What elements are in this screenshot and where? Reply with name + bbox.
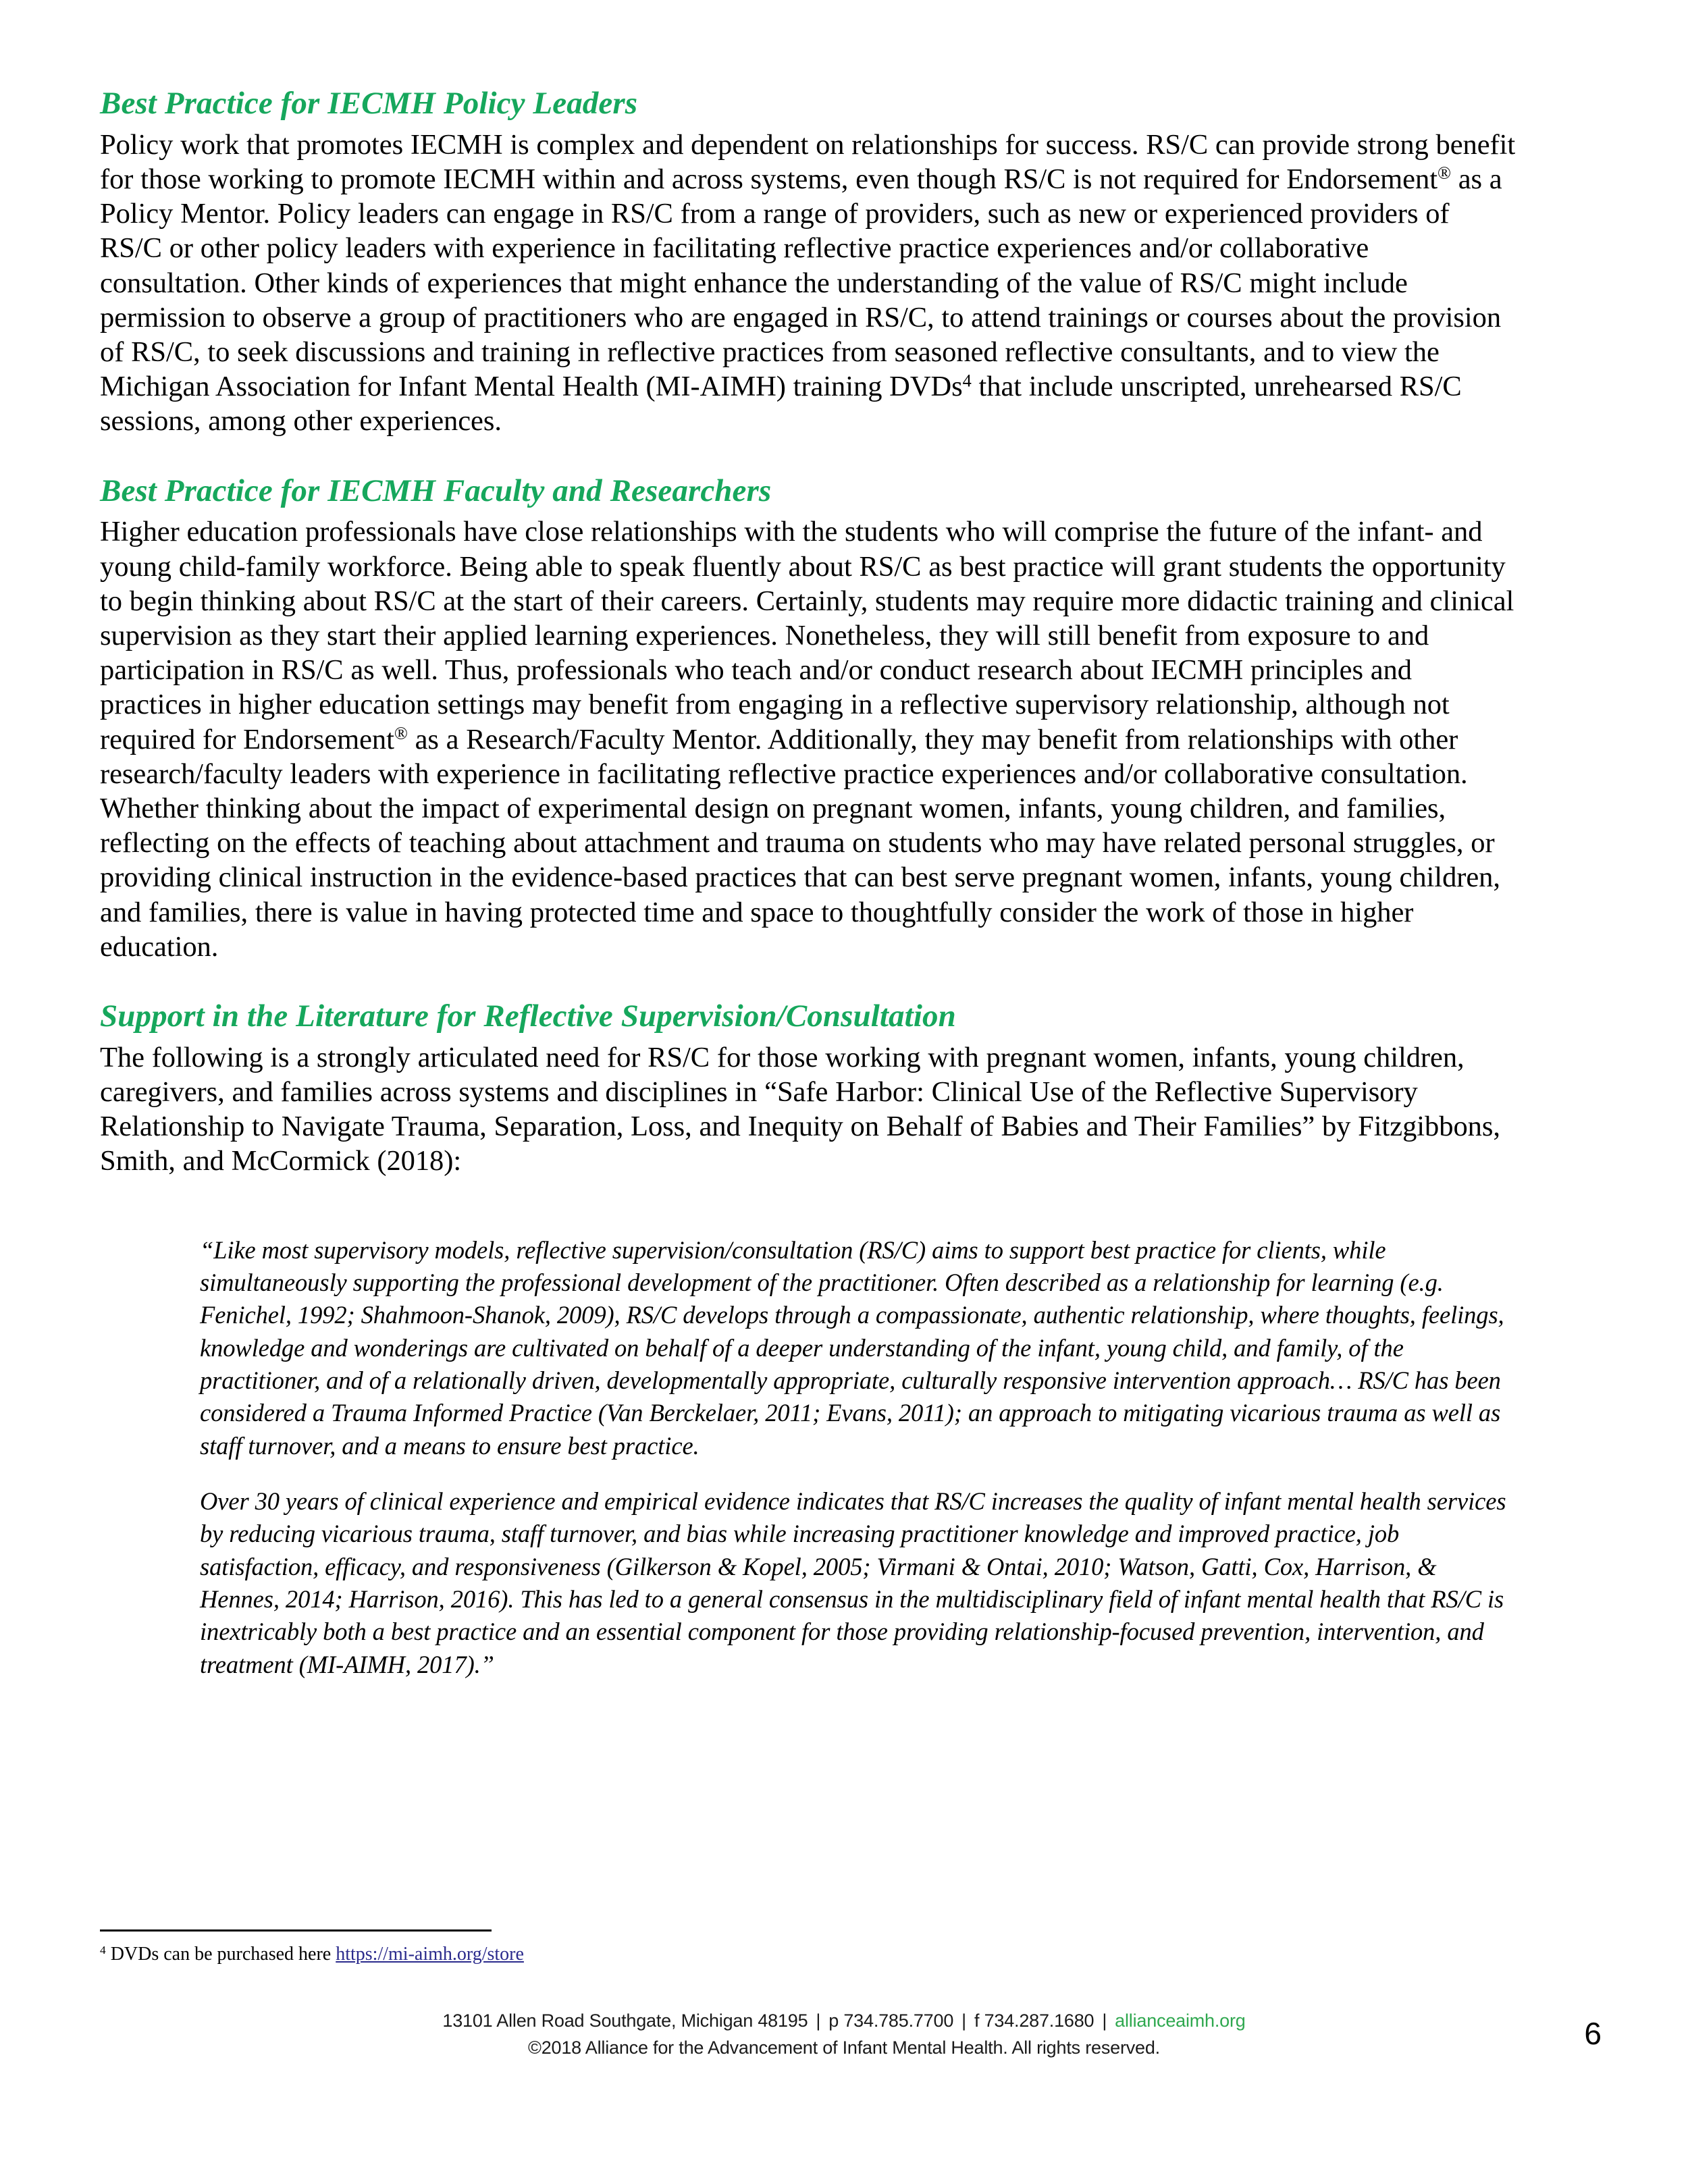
footer-copyright-line: ©2018 Alliance for the Advancement of Infant Mental Health. All rights reserved. [528,2037,1160,2058]
footnote-store-link[interactable]: https://mi-aimh.org/store [336,1944,524,1965]
paragraph-policy-leaders [100,128,1518,439]
footer-contact-line [0,2008,1688,2034]
section-faculty-researchers [100,474,1518,964]
footer-separator-2: | [961,2010,966,2031]
footnote-separator-rule [100,1929,492,1932]
footnote-reference-marker: 4 [962,371,972,391]
paragraph-text-part-2: as a Research/Faculty Mentor. Additionally, they may benefit from relationships with other research/faculty leaders with experience in facilitating reflective practice experiences and/or collaborative consultation. Whether thinking about the impact of experimental design on pregnant women, infants, young children, and families, reflecting on the effects of teaching about attachment and trauma on students who may have related personal struggles, or providing clinical instruction in the evidence-based practices that can best serve pregnant women, infants, young children, and families, there is value in having protected time and space to thoughtfully consider the work of those in higher education. [100,723,1500,963]
section-policy-leaders [100,86,1518,439]
registered-trademark-symbol: ® [1437,163,1451,183]
registered-trademark-symbol: ® [394,723,408,743]
footer-phone: p 734.785.7700 [828,2010,954,2031]
paragraph-text-part-3: that include unscripted, unrehearsed RS/C sessions, among other experiences. [100,371,1462,437]
page-footer [0,2008,1688,2061]
quote-spacer [100,1214,1518,1234]
footer-website-link[interactable]: allianceaimh.org [1115,2010,1246,2031]
footer-separator-3: | [1102,2010,1107,2031]
paragraph-text-part-1: Higher education professionals have close relationships with the students who will comprise the future of the infant- and young child-family workforce. Being able to speak fluently about RS/C as best practice will grant students the opportunity to begin thinking about RS/C at the start of their careers. Certainly, students may require more didactic training and clinical supervision as they start their applied learning experiences. Nonetheless, they will still benefit from exposure to and participation in RS/C as well. Thus, professionals who teach and/or conduct research about IECMH principles and practices in higher education settings may benefit from engaging in a reflective supervisory relationship, although not required for Endorsement [100,516,1514,755]
footer-fax: f 734.287.1680 [974,2010,1094,2031]
quote-paragraph-2: Over 30 years of clinical experience and empirical evidence indicates that RS/C increases the quality of infant mental health services by reducing vicarious trauma, staff turnover, and bias while increasing practitioner knowledge and improved practice, job satisfaction, efficacy, and responsiveness (Gilkerson & Kopel, 2005; Virmani & Ontai, 2010; Watson, Gatti, Cox, Harrison, & Hennes, 2014; Harrison, 2016). This has led to a general consensus in the multidisciplinary field of infant mental health that RS/C is inextricably both a best practice and an essential component for those providing relationship-focused prevention, intervention, and treatment (MI-AIMH, 2017).” [200,1487,1506,1678]
paragraph-faculty-researchers [100,514,1518,964]
block-quote [100,1234,1518,1682]
paragraph-text-part-2: as a Policy Mentor. Policy leaders can engage in RS/C from a range of providers, such as new or experienced providers of RS/C or other policy leaders with experience in facilitating reflective practice experiences and/or collaborative consultation. Other kinds of experiences that might enhance the understanding of the value of RS/C might include permission to observe a group of practitioners who are engaged in RS/C, to attend trainings or courses about the provision of RS/C, to seek discussions and training in reflective practices from seasoned reflective consultants, and to view the Michigan Association for Infant Mental Health (MI-AIMH) training DVDs [100,163,1502,403]
section-literature-support [100,999,1518,1179]
page-number: 6 [1584,2016,1602,2051]
footnote-entry [100,1942,1518,1967]
paragraph-text-part-1: Policy work that promotes IECMH is complex and dependent on relationships for success. RS/C can provide strong benefit for those working to promote IECMH within and across systems, even though RS/C is not required for Endorsement [100,128,1516,195]
footnote-number: 4 [100,1943,106,1956]
footnote-area [100,1929,1518,1967]
section-heading-policy-leaders: Best Practice for IECMH Policy Leaders [100,86,638,121]
footnote-body-text: DVDs can be purchased here [105,1944,336,1965]
section-heading-faculty-researchers: Best Practice for IECMH Faculty and Researchers [100,473,772,508]
footer-address: 13101 Allen Road Southgate, Michigan 48195 [442,2010,808,2031]
footer-separator-1: | [816,2010,821,2031]
paragraph-literature-support: The following is a strongly articulated need for RS/C for those working with pregnant women, infants, young children, caregivers, and families across systems and disciplines in “Safe Harbor: Clinical Use of the Reflective Supervisory Relationship to Navigate Trauma, Separation, Loss, and Inequity on Behalf of Babies and Their Families” by Fitzgibbons, Smith, and McCormick (2018): [100,1041,1500,1177]
section-heading-literature-support: Support in the Literature for Reflective Supervision/Consultation [100,998,956,1034]
quote-paragraph-1: “Like most supervisory models, reflective supervision/consultation (RS/C) aims to support best practice for clients, while simultaneously supporting the professional development of the practitioner. Often described as a relationship for learning (e.g. Fenichel, 1992; Shahmoon-Shanok, 2009), RS/C develops through a compassionate, authentic relationship, where thoughts, feelings, knowledge and wonderings are cultivated on behalf of a deeper understanding of the infant, young child, and family, of the practitioner, and of a relationally driven, developmentally appropriate, culturally responsive intervention approach… RS/C has been considered a Trauma Informed Practice (Van Berckelaer, 2011; Evans, 2011); an approach to mitigating vicarious trauma as well as staff turnover, and a means to ensure best practice. [200,1235,1504,1460]
page-content [100,86,1518,1681]
